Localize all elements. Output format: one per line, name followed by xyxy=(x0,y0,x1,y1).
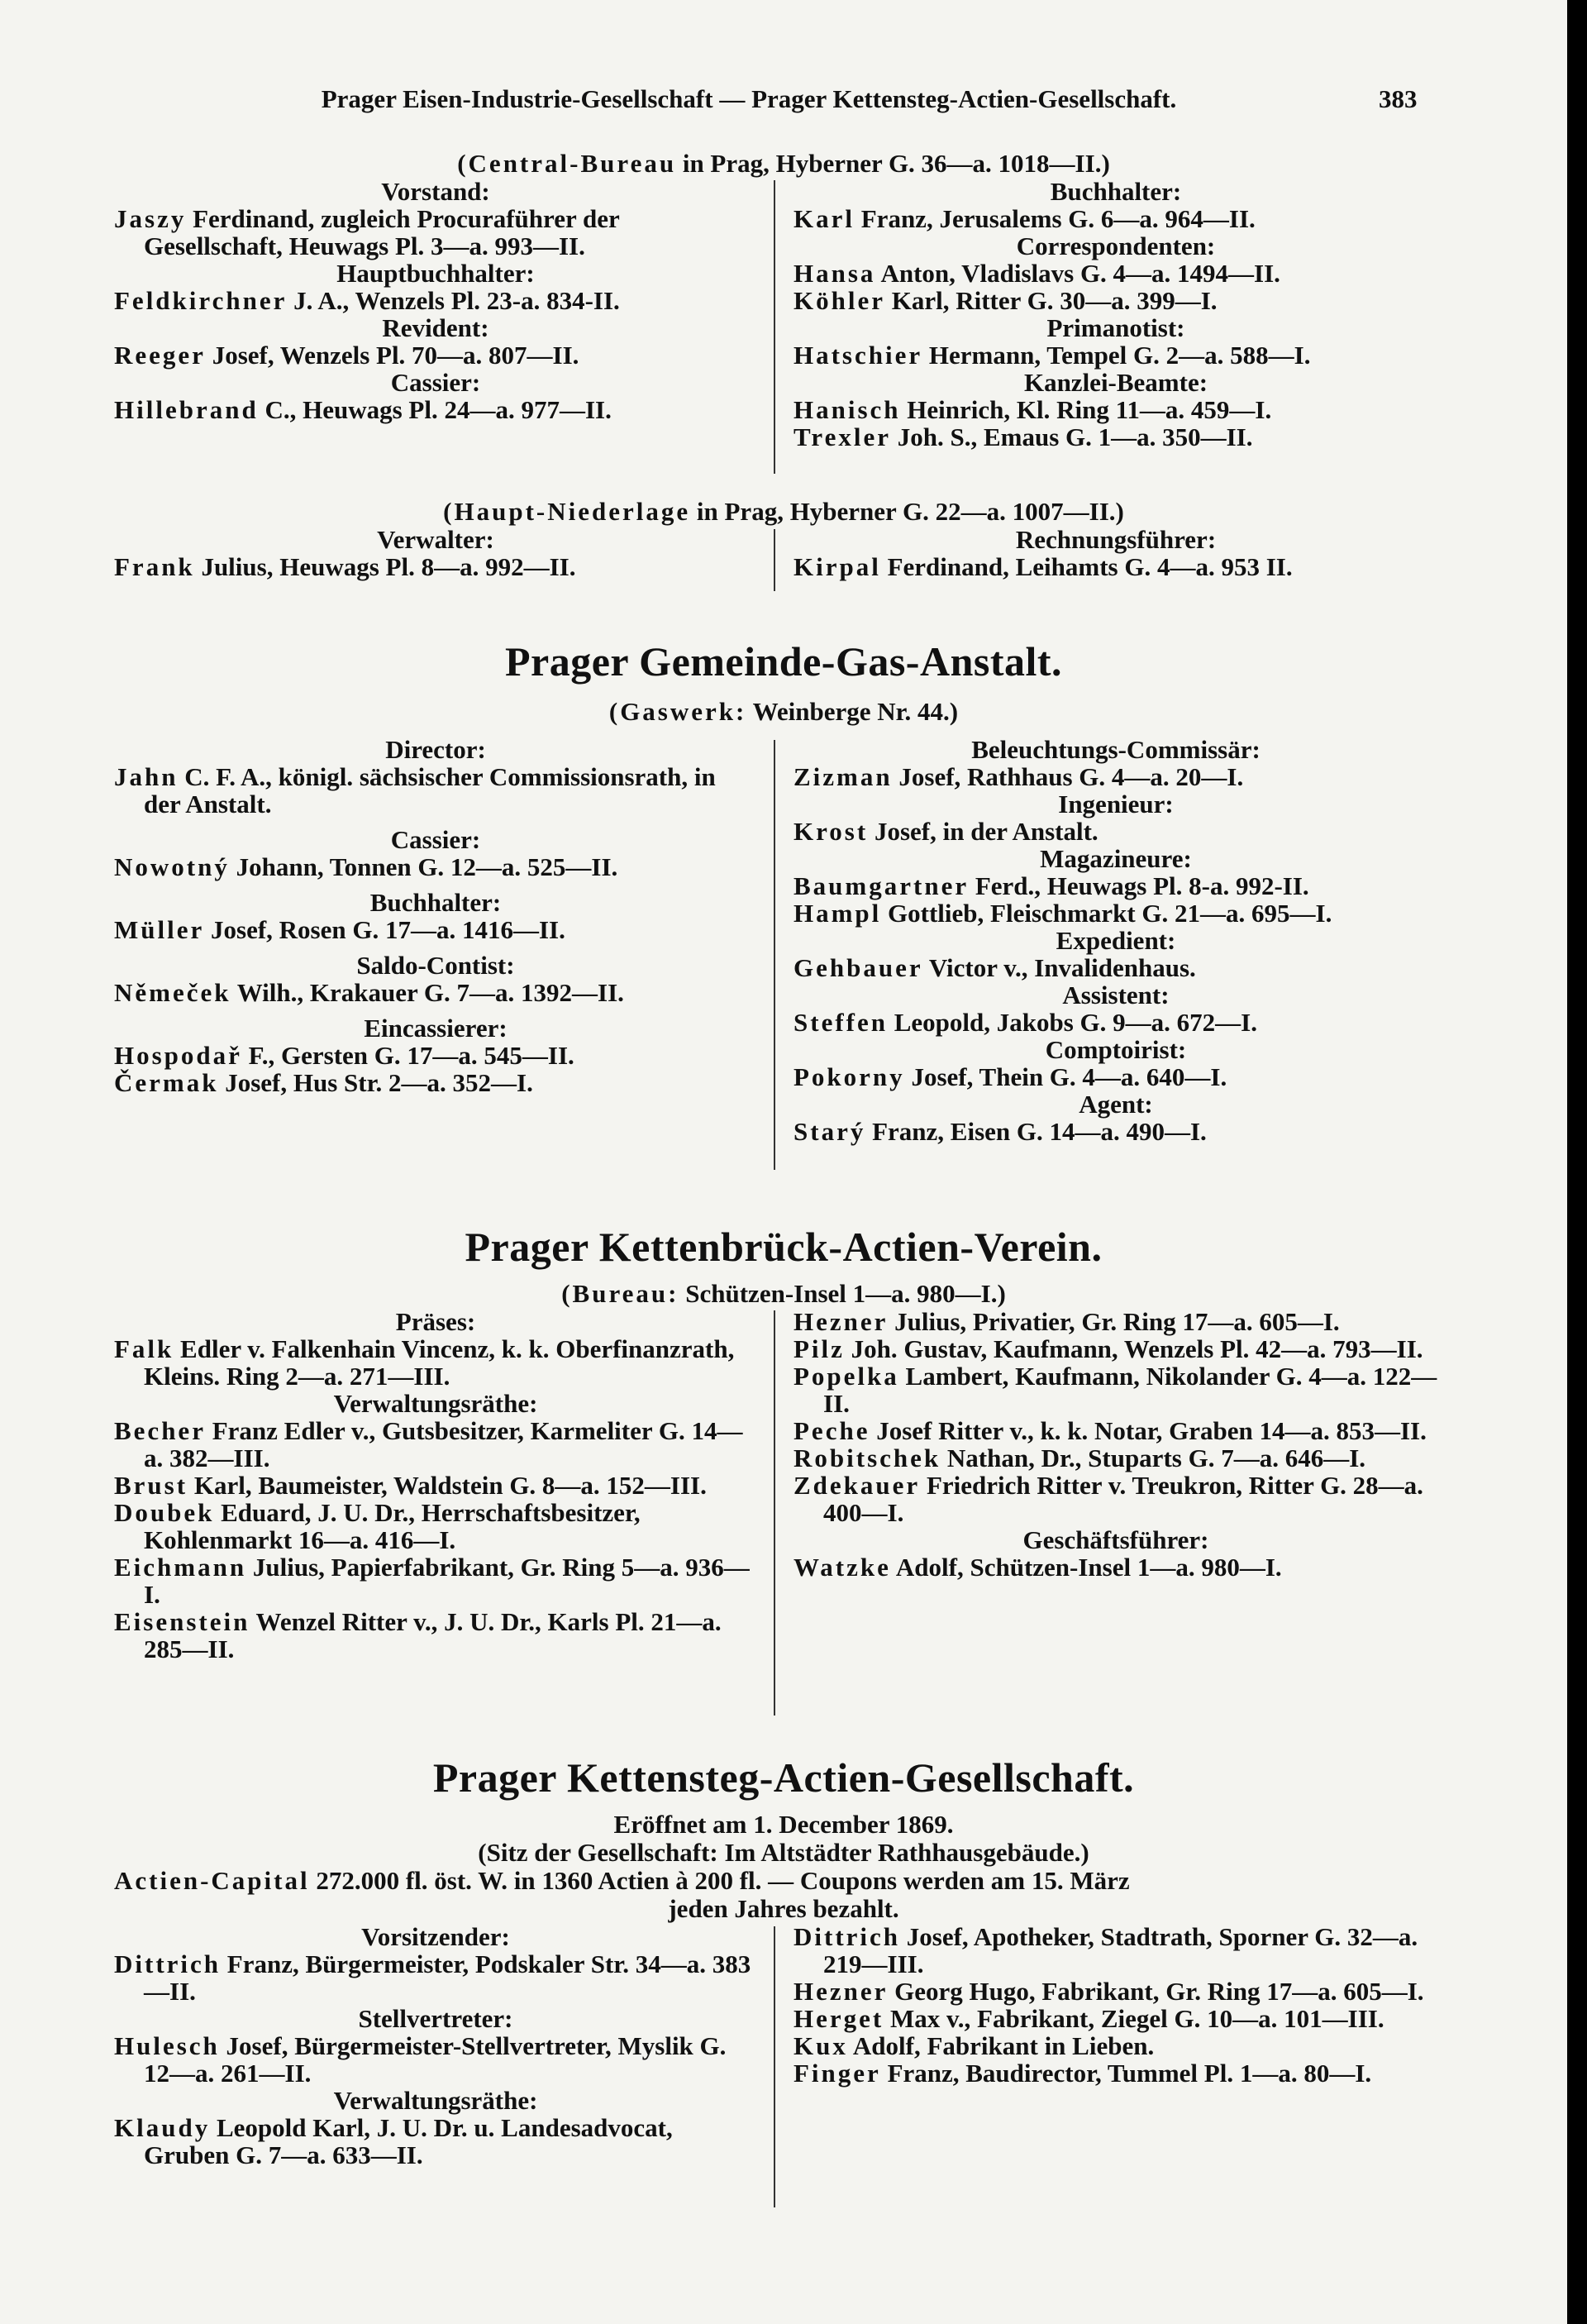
directory-entry xyxy=(114,1472,757,1499)
entry-surname: Nowotný xyxy=(114,852,230,881)
entry-surname: Němeček xyxy=(114,978,231,1007)
entry-details: Julius, Privatier, Gr. Ring 17—a. 605—I. xyxy=(888,1307,1340,1336)
directory-entry xyxy=(794,1063,1438,1090)
entry-surname: Reeger xyxy=(114,341,206,370)
s4-left-column xyxy=(114,1923,757,2169)
directory-entry xyxy=(114,1553,757,1608)
directory-entry xyxy=(794,1923,1438,1978)
role-heading: Stellvertreter: xyxy=(358,2004,513,2033)
entry-surname: Falk xyxy=(114,1334,174,1363)
directory-entry xyxy=(794,1362,1438,1417)
entry-details: Max v., Fabrikant, Ziegel G. 10—a. 101—III. xyxy=(884,2004,1384,2033)
entry-details: Josef Ritter v., k. k. Notar, Graben 14—a. 853—II. xyxy=(870,1416,1427,1445)
gas-anstalt-subtitle xyxy=(0,698,1567,725)
entry-surname: Hatschier xyxy=(794,341,923,370)
entry-surname: Müller xyxy=(114,915,205,944)
entry-surname: Pokorny xyxy=(794,1062,905,1091)
entry-details: Victor v., Invalidenhaus. xyxy=(922,953,1196,982)
entry-surname: Zdekauer xyxy=(794,1471,921,1500)
s4-right-column xyxy=(794,1923,1438,2087)
entry-details: Julius, Heuwags Pl. 8—a. 992—II. xyxy=(194,552,576,581)
directory-entry xyxy=(794,396,1438,423)
role-heading: Vorsitzender: xyxy=(361,1922,510,1951)
capital-text: 272.000 fl. öst. W. in 1360 Actien à 200 fl. — Coupons werden am 15. März xyxy=(309,1866,1130,1895)
role-heading: Buchhalter: xyxy=(1050,177,1182,206)
entry-details: Franz, Eisen G. 14—a. 490—I. xyxy=(865,1117,1207,1146)
role-heading: Verwaltungsräthe: xyxy=(333,1389,538,1418)
directory-entry xyxy=(794,1553,1438,1581)
entry-details: Ferdinand, zugleich Procuraführer der Gesellschaft, Heuwags Pl. 3—a. 993—II. xyxy=(144,204,620,260)
directory-entry xyxy=(114,2114,757,2169)
entry-details: Julius, Papierfabrikant, Gr. Ring 5—a. 936—I. xyxy=(144,1553,750,1609)
directory-entry xyxy=(114,1950,757,2005)
entry-surname: Frank xyxy=(114,552,195,581)
entry-surname: Hansa xyxy=(794,259,876,288)
role-heading: Beleuchtungs-Commissär: xyxy=(971,735,1261,764)
entry-details: Eduard, J. U. Dr., Herrschaftsbesitzer, Kohlenmarkt 16—a. 416—I. xyxy=(144,1498,641,1554)
entry-surname: Jahn xyxy=(114,762,179,791)
role-heading: Verwalter: xyxy=(377,525,494,554)
bureau-address: Schützen-Insel 1—a. 980—I.) xyxy=(685,1279,1006,1308)
role-heading: Hauptbuchhalter: xyxy=(336,259,535,288)
entry-details: Franz, Bürgermeister, Podskaler Str. 34—a. 383—II. xyxy=(144,1949,751,2006)
directory-entry xyxy=(794,2005,1438,2032)
entry-details: Josef, Hus Str. 2—a. 352—I. xyxy=(218,1068,533,1097)
directory-entry xyxy=(114,1417,757,1472)
entry-surname: Gehbauer xyxy=(794,953,923,982)
entry-surname: Karl xyxy=(794,204,855,233)
entry-surname: Hillebrand xyxy=(114,395,259,424)
directory-entry xyxy=(114,341,757,369)
capital-line xyxy=(114,1867,1437,1894)
role-heading: Director: xyxy=(385,735,486,764)
directory-entry xyxy=(794,2059,1438,2087)
entry-details: Gottlieb, Fleischmarkt G. 21—a. 695—I. xyxy=(881,899,1332,928)
role-heading: Revident: xyxy=(382,313,489,342)
entry-details: Georg Hugo, Fabrikant, Gr. Ring 17—a. 605—I. xyxy=(888,1977,1424,2006)
entry-details: Friedrich Ritter v. Treukron, Ritter G. 28—a. 400—I. xyxy=(823,1471,1423,1527)
entry-details: J. A., Wenzels Pl. 23-a. 834-II. xyxy=(287,286,620,315)
entry-surname: Dittrich xyxy=(114,1949,222,1978)
directory-entry xyxy=(114,396,757,423)
directory-entry xyxy=(114,1069,757,1096)
directory-entry xyxy=(794,205,1438,232)
role-heading: Cassier: xyxy=(390,825,481,854)
directory-entry xyxy=(794,763,1438,790)
directory-entry xyxy=(114,1335,757,1390)
s1-right2-column xyxy=(794,526,1438,580)
entry-surname: Hezner xyxy=(794,1977,889,2006)
directory-entry xyxy=(114,853,757,880)
entry-details: Franz, Jerusalems G. 6—a. 964—II. xyxy=(855,204,1256,233)
directory-entry xyxy=(794,1444,1438,1472)
haupt-niederlage-label: (Haupt-Niederlage xyxy=(443,497,691,526)
directory-entry xyxy=(794,423,1438,451)
entry-surname: Jaszy xyxy=(114,204,187,233)
entry-surname: Doubek xyxy=(114,1498,215,1527)
directory-entry xyxy=(794,2032,1438,2059)
directory-entry xyxy=(794,1472,1438,1526)
directory-entry xyxy=(794,818,1438,845)
directory-entry xyxy=(794,1308,1438,1335)
page-number: 383 xyxy=(1379,84,1418,113)
column-divider xyxy=(774,1310,775,1716)
gas-anstalt-title: Prager Gemeinde-Gas-Anstalt. xyxy=(504,638,1063,685)
kettenbrueck-title: Prager Kettenbrück-Actien-Verein. xyxy=(465,1224,1103,1270)
column-divider xyxy=(774,1926,775,2207)
role-heading: Correspondenten: xyxy=(1016,231,1216,260)
directory-entry xyxy=(114,763,757,818)
entry-details: Franz, Baudirector, Tummel Pl. 1—a. 80—I. xyxy=(880,2059,1372,2088)
s2-left-column xyxy=(114,736,757,1096)
entry-details: Ferdinand, Leihamts G. 4—a. 953 II. xyxy=(880,552,1293,581)
directory-entry xyxy=(794,1009,1438,1036)
column-divider xyxy=(774,180,775,474)
gaswerk-address: Weinberge Nr. 44.) xyxy=(752,697,959,726)
entry-surname: Kirpal xyxy=(794,552,881,581)
entry-details: F., Gersten G. 17—a. 545—II. xyxy=(241,1041,574,1070)
entry-details: Josef, Bürgermeister-Stellvertreter, Myslik G. 12—a. 261—II. xyxy=(144,2031,727,2088)
entry-details: C. F. A., königl. sächsischer Commissionsrath, in der Anstalt. xyxy=(144,762,716,818)
entry-surname: Feldkirchner xyxy=(114,286,288,315)
entry-details: Leopold, Jakobs G. 9—a. 672—I. xyxy=(887,1008,1257,1037)
central-bureau-address: in Prag, Hyberner G. 36—a. 1018—II.) xyxy=(682,149,1110,178)
entry-surname: Čermak xyxy=(114,1068,219,1097)
directory-entry xyxy=(794,260,1438,287)
s1-left2-column xyxy=(114,526,757,580)
kettensteg-title: Prager Kettensteg-Actien-Gesellschaft. xyxy=(432,1754,1135,1801)
central-bureau-label: (Central-Bureau xyxy=(457,149,677,178)
directory-entry xyxy=(794,287,1438,314)
haupt-niederlage-line xyxy=(0,498,1567,525)
directory-entry xyxy=(794,1118,1438,1145)
role-heading: Assistent: xyxy=(1062,981,1170,1009)
s3-right-column xyxy=(794,1308,1438,1581)
kettenbrueck-subtitle xyxy=(0,1280,1567,1307)
role-heading: Ingenieur: xyxy=(1058,790,1174,818)
entry-surname: Peche xyxy=(794,1416,870,1445)
entry-details: Josef, Thein G. 4—a. 640—I. xyxy=(904,1062,1227,1091)
entry-surname: Steffen xyxy=(794,1008,888,1037)
role-heading: Cassier: xyxy=(390,368,481,397)
entry-surname: Kux xyxy=(794,2031,848,2060)
role-heading: Verwaltungsräthe: xyxy=(333,2086,538,2115)
role-heading: Geschäftsführer: xyxy=(1022,1525,1209,1554)
role-heading: Saldo-Contist: xyxy=(356,951,515,980)
role-heading: Agent: xyxy=(1079,1090,1153,1119)
role-heading: Eincassierer: xyxy=(364,1014,508,1043)
role-heading: Comptoirist: xyxy=(1045,1035,1187,1064)
entry-details: Josef, Wenzels Pl. 70—a. 807—II. xyxy=(205,341,579,370)
entry-surname: Hanisch xyxy=(794,395,901,424)
entry-details: Johann, Tonnen G. 12—a. 525—II. xyxy=(229,852,618,881)
entry-details: Karl, Ritter G. 30—a. 399—I. xyxy=(885,286,1218,315)
entry-details: Joh. S., Emaus G. 1—a. 350—II. xyxy=(890,422,1253,451)
role-heading: Rechnungsführer: xyxy=(1015,525,1217,554)
role-heading: Primanotist: xyxy=(1046,313,1185,342)
running-title: Prager Eisen-Industrie-Gesellschaft — Prager Kettensteg-Actien-Gesellschaft. xyxy=(321,84,1177,113)
entry-details: Nathan, Dr., Stuparts G. 7—a. 646—I. xyxy=(941,1444,1366,1472)
capital-continuation: jeden Jahres bezahlt. xyxy=(668,1894,899,1923)
entry-surname: Klaudy xyxy=(114,2113,211,2142)
directory-entry xyxy=(794,1335,1438,1362)
entry-details: Josef, Rathhaus G. 4—a. 20—I. xyxy=(892,762,1244,791)
entry-surname: Köhler xyxy=(794,286,885,315)
directory-entry xyxy=(114,2032,757,2087)
directory-entry xyxy=(114,1499,757,1553)
entry-details: C., Heuwags Pl. 24—a. 977—II. xyxy=(258,395,612,424)
entry-surname: Hampl xyxy=(794,899,882,928)
bureau-label: (Bureau: xyxy=(561,1279,679,1308)
entry-details: Adolf, Schützen-Insel 1—a. 980—I. xyxy=(890,1553,1282,1582)
entry-details: Karl, Baumeister, Waldstein G. 8—a. 152—III. xyxy=(188,1471,707,1500)
column-divider xyxy=(774,529,775,591)
directory-entry xyxy=(794,872,1438,900)
entry-surname: Herget xyxy=(794,2004,884,2033)
s3-left-column xyxy=(114,1308,757,1663)
s2-right-column xyxy=(794,736,1438,1145)
entry-details: Josef, Apotheker, Stadtrath, Sporner G. 32—a. 219—III. xyxy=(823,1922,1418,1978)
directory-entry xyxy=(114,916,757,943)
entry-details: Lambert, Kaufmann, Nikolander G. 4—a. 122—II. xyxy=(823,1362,1437,1418)
entry-details: Josef, in der Anstalt. xyxy=(868,817,1099,846)
directory-entry xyxy=(114,979,757,1006)
entry-details: Leopold Karl, J. U. Dr. u. Landesadvocat, Gruben G. 7—a. 633—II. xyxy=(144,2113,673,2169)
directory-entry xyxy=(114,205,757,260)
gaswerk-label: (Gaswerk: xyxy=(608,697,747,726)
entry-surname: Trexler xyxy=(794,422,891,451)
entry-surname: Becher xyxy=(114,1416,206,1445)
directory-entry xyxy=(794,954,1438,981)
entry-surname: Zizman xyxy=(794,762,893,791)
entry-surname: Eisenstein xyxy=(114,1607,250,1636)
entry-surname: Finger xyxy=(794,2059,881,2088)
entry-surname: Eichmann xyxy=(114,1553,247,1582)
column-divider xyxy=(774,740,775,1170)
s1-right-column xyxy=(794,178,1438,451)
opened-date: Eröffnet am 1. December 1869. xyxy=(613,1810,954,1839)
entry-surname: Hospodař xyxy=(114,1041,242,1070)
entry-details: Anton, Vladislavs G. 4—a. 1494—II. xyxy=(875,259,1280,288)
directory-entry xyxy=(114,553,757,580)
role-heading: Buchhalter: xyxy=(369,888,502,917)
directory-entry xyxy=(794,1417,1438,1444)
role-heading: Magazineure: xyxy=(1040,844,1192,873)
entry-details: Hermann, Tempel G. 2—a. 588—I. xyxy=(922,341,1311,370)
capital-label: Actien-Capital xyxy=(114,1866,310,1895)
entry-surname: Robitschek xyxy=(794,1444,941,1472)
entry-details: Josef, Rosen G. 17—a. 1416—II. xyxy=(204,915,565,944)
role-heading: Präses: xyxy=(395,1307,476,1336)
directory-entry xyxy=(114,287,757,314)
scan-edge xyxy=(1567,0,1587,2324)
central-bureau-line xyxy=(0,150,1567,177)
entry-surname: Popelka xyxy=(794,1362,899,1391)
directory-entry xyxy=(114,1608,757,1663)
directory-entry xyxy=(114,1042,757,1069)
entry-surname: Hezner xyxy=(794,1307,889,1336)
role-heading: Kanzlei-Beamte: xyxy=(1023,368,1208,397)
entry-details: Franz Edler v., Gutsbesitzer, Karmeliter G. 14—a. 382—III. xyxy=(144,1416,743,1472)
directory-entry xyxy=(794,341,1438,369)
entry-details: Wilh., Krakauer G. 7—a. 1392—II. xyxy=(231,978,624,1007)
s1-left-column xyxy=(114,178,757,423)
directory-entry xyxy=(794,553,1438,580)
directory-entry xyxy=(794,900,1438,927)
entry-details: Heinrich, Kl. Ring 11—a. 459—I. xyxy=(900,395,1272,424)
entry-surname: Starý xyxy=(794,1117,866,1146)
entry-details: Wenzel Ritter v., J. U. Dr., Karls Pl. 21—a. 285—II. xyxy=(144,1607,722,1663)
entry-details: Adolf, Fabrikant in Lieben. xyxy=(847,2031,1155,2060)
entry-surname: Krost xyxy=(794,817,869,846)
entry-surname: Watzke xyxy=(794,1553,891,1582)
entry-surname: Hulesch xyxy=(114,2031,220,2060)
entry-details: Ferd., Heuwags Pl. 8-a. 992-II. xyxy=(969,871,1309,900)
entry-details: Edler v. Falkenhain Vincenz, k. k. Oberfinanzrath, Kleins. Ring 2—a. 271—III. xyxy=(144,1334,735,1391)
entry-details: Joh. Gustav, Kaufmann, Wenzels Pl. 42—a. 793—II. xyxy=(844,1334,1423,1363)
role-heading: Vorstand: xyxy=(381,177,490,206)
directory-entry xyxy=(794,1978,1438,2005)
entry-surname: Dittrich xyxy=(794,1922,901,1951)
entry-surname: Baumgartner xyxy=(794,871,970,900)
seat-line: (Sitz der Gesellschaft: Im Altstädter Rathhausgebäude.) xyxy=(478,1838,1089,1867)
haupt-niederlage-address: in Prag, Hyberner G. 22—a. 1007—II.) xyxy=(696,497,1124,526)
entry-surname: Brust xyxy=(114,1471,188,1500)
role-heading: Expedient: xyxy=(1056,926,1176,955)
entry-surname: Pilz xyxy=(794,1334,845,1363)
